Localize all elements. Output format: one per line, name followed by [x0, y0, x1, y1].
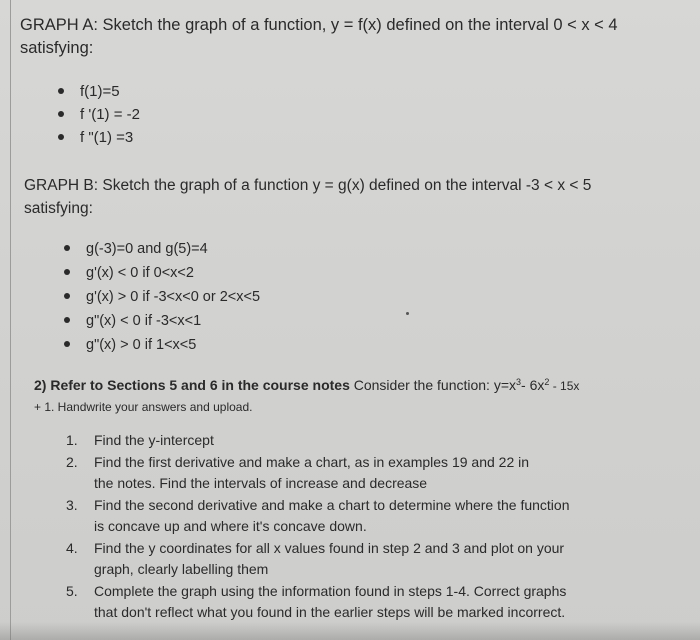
- list-item: 4. Find the y coordinates for all x values found in step 2 and 3 and plot on your graph, clearly labelling them: [66, 539, 565, 577]
- bullet-icon: [64, 317, 70, 323]
- list-item: f(1)=5: [58, 80, 140, 103]
- graph-b-subtitle: satisfying:: [24, 200, 93, 217]
- bullet-icon: [64, 293, 70, 299]
- list-item: 2. Find the first derivative and make a chart, as in examples 19 and 22 in the notes. Find the intervals of increase and decrease: [66, 453, 530, 491]
- section-2-lead: 2) Refer to Sections 5 and 6 in the course notes: [34, 377, 350, 393]
- graph-b-conditions: [64, 237, 260, 357]
- bullet-icon: [58, 111, 64, 117]
- bullet-icon: [64, 269, 70, 275]
- list-item: g'(x) > 0 if -3<x<0 or 2<x<5: [64, 285, 260, 309]
- list-item: 5. Complete the graph using the information found in steps 1-4. Correct graphs that don't reflect what you found in the earlier steps will be marked incorrect.: [66, 582, 567, 620]
- bullet-icon: [58, 134, 64, 140]
- section-2-heading: [34, 372, 684, 418]
- section-2-line2: + 1. Handwrite your answers and upload.: [34, 400, 253, 414]
- section-2-line1: 2) Refer to Sections 5 and 6 in the course notes Consider the function: $y=x^3-$ $6x^2 - 15x$: [34, 377, 580, 393]
- dust-speck: [406, 312, 409, 315]
- list-item: g(-3)=0 and g(5)=4: [64, 237, 260, 261]
- list-item: f "(1) =3: [58, 126, 140, 149]
- bullet-icon: [58, 88, 64, 94]
- bottom-shadow: [0, 622, 700, 640]
- list-item: g"(x) > 0 if 1<x<5: [64, 333, 260, 357]
- graph-a-title: GRAPH A: Sketch the graph of a function, y = f(x) defined on the interval 0 < x < 4: [20, 16, 618, 34]
- bullet-icon: [64, 341, 70, 347]
- graph-a-subtitle: satisfying:: [20, 39, 94, 57]
- list-item: g'(x) < 0 if 0<x<2: [64, 261, 260, 285]
- margin-rule: [10, 0, 11, 640]
- graph-a-conditions: [58, 80, 140, 149]
- list-item: 1. Find the y-intercept: [66, 432, 214, 448]
- list-item: 3. Find the second derivative and make a chart to determine where the function is concave up and where it's concave down.: [66, 496, 570, 534]
- list-item: g"(x) < 0 if -3<x<1: [64, 309, 260, 333]
- graph-a-heading: [20, 14, 690, 60]
- graph-b-title: GRAPH B: Sketch the graph of a function y = g(x) defined on the interval -3 < x < 5: [24, 177, 592, 194]
- section-2-steps: [66, 430, 686, 624]
- list-item: f '(1) = -2: [58, 103, 140, 126]
- bullet-icon: [64, 245, 70, 251]
- graph-b-heading: [24, 174, 690, 220]
